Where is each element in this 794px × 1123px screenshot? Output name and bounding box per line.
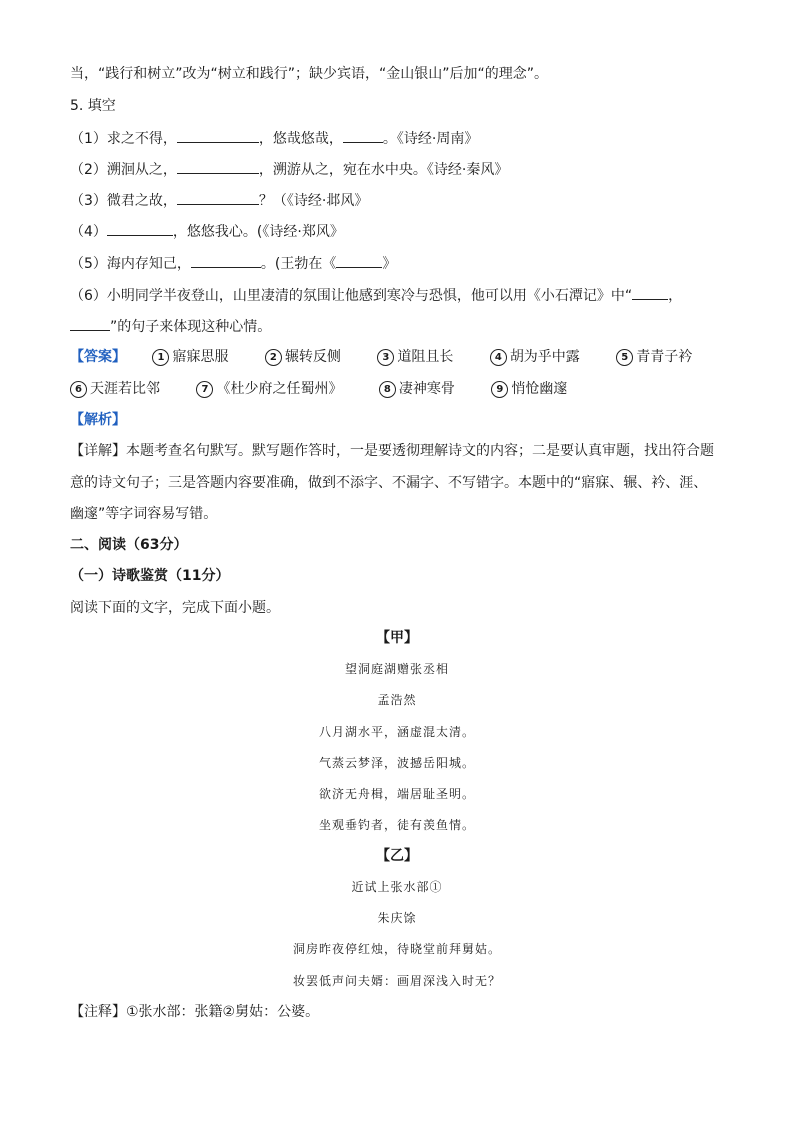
fill-item-2: （2）溯洄从之， ，溯游从之，宛在水中央。《诗经·秦风》	[70, 159, 508, 180]
poem-a-line: 八月湖水平，涵虚混太清。	[318, 725, 475, 739]
fill-item-5: （5）海内存知己， 。(王勃在《 》	[70, 253, 396, 274]
analysis-text-line: 【详解】本题考查名句默写。默写题作答时，一是要透彻理解诗文的内容；二是要认真审题，找出符合题	[70, 443, 714, 459]
fill-item-1: （1）求之不得， ，悠哉悠哉， 。《诗经·周南》	[70, 128, 478, 149]
answer-blank	[191, 253, 261, 268]
answer-blank	[343, 128, 383, 143]
answer-item: 3 道阻且长	[377, 347, 453, 367]
answer-blank	[107, 221, 173, 236]
answer-blank	[177, 190, 259, 205]
answer-blank	[336, 253, 382, 268]
poem-a-title: 望洞庭湖赠张丞相	[344, 662, 449, 676]
answer-blank	[70, 316, 110, 331]
fill-item-6: （6）小明同学半夜登山，山里凄清的氛围让他感到寒冷与恐惧，他可以用《小石潭记》中“ ，	[70, 285, 682, 306]
answer-item: 1 寤寐思服	[152, 347, 228, 367]
answer-item: 5 青青子衿	[616, 347, 692, 367]
previous-answer-line: 当，“践行和树立”改为“树立和践行”；缺少宾语，“金山银山”后加“的理念”。	[70, 66, 549, 82]
poem-a-mark: 【甲】	[376, 630, 418, 646]
subsection-heading: （一）诗歌鉴赏（11分）	[70, 568, 230, 584]
answer-item: 8 凄神寒骨	[379, 379, 455, 399]
poem-b-title: 近试上张水部①	[351, 880, 443, 894]
analysis-label: 【解析】	[70, 412, 126, 428]
fill-item-4: （4） ，悠悠我心。(《诗经·郑风》	[70, 221, 344, 242]
answer-item: 6 天涯若比邻	[70, 379, 160, 399]
answer-blank	[177, 159, 259, 174]
poem-b-mark: 【乙】	[376, 848, 418, 864]
answer-blank	[177, 128, 259, 143]
poem-b-line: 洞房昨夜停红烛，待晓堂前拜舅姑。	[292, 942, 501, 956]
answer-item: 2 辗转反侧	[265, 347, 341, 367]
poem-b-author: 朱庆馀	[377, 911, 417, 925]
poem-a-line: 欲济无舟楫，端居耻圣明。	[318, 787, 475, 801]
annotation-note: 【注释】①张水部：张籍②舅姑：公婆。	[70, 1004, 320, 1020]
answer-item: 7 《杜少府之任蜀州》	[196, 379, 342, 399]
poem-a-line: 气蒸云梦泽，波撼岳阳城。	[318, 756, 475, 770]
answer-row-1	[70, 347, 692, 367]
fill-item-6-continued: ”的句子来体现这种心情。	[70, 316, 271, 337]
analysis-text-line: 幽邃”等字词容易写错。	[70, 506, 218, 522]
answer-blank	[632, 285, 668, 300]
analysis-text-line: 意的诗文句子；三是答题内容要准确，做到不添字、不漏字、不写错字。本题中的“寤寐、辗、衿、涯、	[70, 475, 708, 491]
section-heading: 二、阅读（63分）	[70, 537, 188, 553]
poem-b-line: 妆罢低声问夫婿：画眉深浅入时无？	[292, 974, 501, 988]
reading-instruction: 阅读下面的文字，完成下面小题。	[70, 600, 280, 616]
answer-label: 【答案】	[70, 349, 126, 365]
answer-item: 4 胡为乎中露	[490, 347, 580, 367]
poem-a-author: 孟浩然	[377, 693, 417, 707]
question-5-title: 5. 填空	[70, 98, 116, 114]
fill-item-3: （3）微君之故， ？（《诗经·邶风》	[70, 190, 368, 211]
answer-item: 9 悄怆幽邃	[491, 379, 567, 399]
poem-a-line: 坐观垂钓者，徒有羡鱼情。	[318, 818, 475, 832]
answer-row-2	[70, 379, 567, 399]
